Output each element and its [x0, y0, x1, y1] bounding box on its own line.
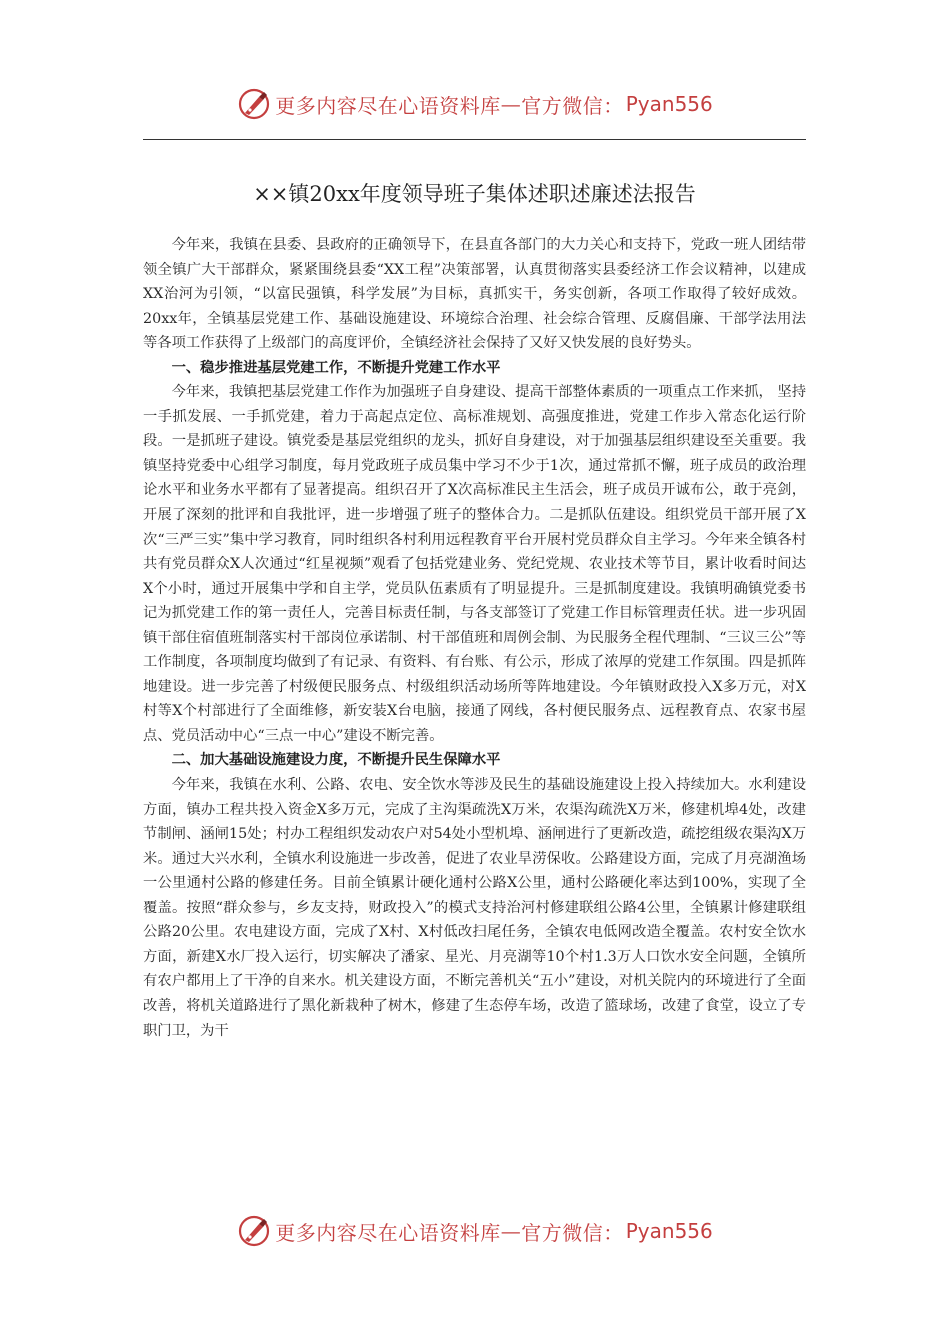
document-body	[143, 233, 806, 1043]
header-divider	[143, 139, 806, 140]
banner-dash: —	[500, 1219, 522, 1243]
fountain-pen-logo-icon	[237, 1214, 271, 1248]
banner-text: 更多内容尽在心语资料库	[275, 1220, 501, 1245]
banner-wechat-id: Pyan556	[625, 1219, 713, 1243]
banner-wechat-id: Pyan556	[625, 92, 713, 116]
footer-banner	[0, 1209, 950, 1253]
fountain-pen-logo-icon	[237, 87, 271, 121]
intro-paragraph: 今年来，我镇在县委、县政府的正确领导下，在县直各部门的大力关心和支持下，党政一班人团结带领全镇广大干部群众，紧紧围绕县委“XX工程”决策部署，认真贯彻落实县委经济工作会议精神，以建成XX治河为引领，“以富民强镇，科学发展”为目标，真抓实干，务实创新，各项工作取得了较好成效。20xx年，全镇基层党建工作、基础设施建设、环境综合治理、社会综合管理、反腐倡廉、干部学法用法等各项工作获得了上级部门的高度评价，全镇经济社会保持了又好又快发展的良好势头。	[143, 237, 806, 352]
document-title: ××镇20xx年度领导班子集体述职述廉述法报告	[253, 182, 696, 206]
section-1-paragraph: 今年来，我镇把基层党建工作作为加强班子自身建设、提高干部整体素质的一项重点工作来抓， 坚持一手抓发展、一手抓党建，着力于高起点定位、高标准规划、高强度推进，党建工作步入常态化运行阶段。一是抓班子建设。镇党委是基层党组织的龙头，抓好自身建设，对于加强基层组织建设至关重要。我镇坚持党委中心组学习制度，每月党政班子成员集中学习不少于1次，通过常抓不懈，班子成员的政治理论水平和业务水平都有了显著提高。组织召开了X次高标准民主生活会，班子成员开诚布公，敢于亮剑，开展了深刻的批评和自我批评，进一步增强了班子的整体合力。二是抓队伍建设。组织党员干部开展了X次“三严三实”集中学习教育，同时组织各村利用远程教育平台开展村党员群众自主学习。今年来全镇各村共有党员群众X人次通过“红星视频”观看了包括党建业务、党纪党规、农业技术等节目，累计收看时间达X个小时，通过开展集中学和自主学，党员队伍素质有了明显提升。三是抓制度建设。我镇明确镇党委书记为抓党建工作的第一责任人，完善目标责任制，与各支部签订了党建工作目标管理责任状。进一步巩固镇干部住宿值班制落实村干部岗位承诺制、村干部值班和周例会制、为民服务全程代理制、“三议三公”等工作制度，各项制度均做到了有记录、有资料、有台账、有公示，形成了浓厚的党建工作氛围。四是抓阵地建设。进一步完善了村级便民服务点、村级组织活动场所等阵地建设。今年镇财政投入X多万元，对X村等X个村部进行了全面维修，新安装X台电脑，接通了网线，各村便民服务点、远程教育点、农家书屋点、党员活动中心“三点一中心”建设不断完善。	[143, 384, 806, 744]
section-2-heading: 二、加大基础设施建设力度，不断提升民生保障水平	[171, 752, 501, 769]
header-banner	[0, 82, 950, 126]
section-2-paragraph: 今年来，我镇在水利、公路、农电、安全饮水等涉及民生的基础设施建设上投入持续加大。水利建设方面，镇办工程共投入资金X多万元，完成了主沟渠疏洗X万米，农渠沟疏洗X万米，修建机埠4处，改建节制闸、涵闸15处；村办工程组织发动农户对54处小型机埠、涵闸进行了更新改造，疏挖组级农渠沟X万米。通过大兴水利，全镇水利设施进一步改善，促进了农业旱涝保收。公路建设方面，完成了月亮湖渔场一公里通村公路的修建任务。目前全镇累计硬化通村公路X公里，通村公路硬化率达到100%，实现了全覆盖。按照“群众参与，乡友支持，财政投入”的模式支持治河村修建联组公路4公里，全镇累计修建联组公路20公里。农电建设方面，完成了X村、X村低改扫尾任务，全镇农电低网改造全覆盖。农村安全饮水方面，新建X水厂投入运行，切实解决了潘家、星光、月亮湖等10个村1.3万人口饮水安全问题，全镇所有农户都用上了干净的自来水。机关建设方面，不断完善机关“五小”建设，对机关院内的环境进行了全面改善，将机关道路进行了黑化新栽种了树木，修建了生态停车场，改造了篮球场，改建了食堂，设立了专职门卫，为干	[143, 777, 806, 1039]
section-1-heading: 一、稳步推进基层党建工作，不断提升党建工作水平	[171, 359, 501, 376]
banner-wechat-label: 官方微信：	[521, 93, 624, 118]
banner-wechat-label: 官方微信：	[521, 1220, 624, 1245]
banner-dash: —	[500, 92, 522, 116]
banner-text: 更多内容尽在心语资料库	[275, 93, 501, 118]
